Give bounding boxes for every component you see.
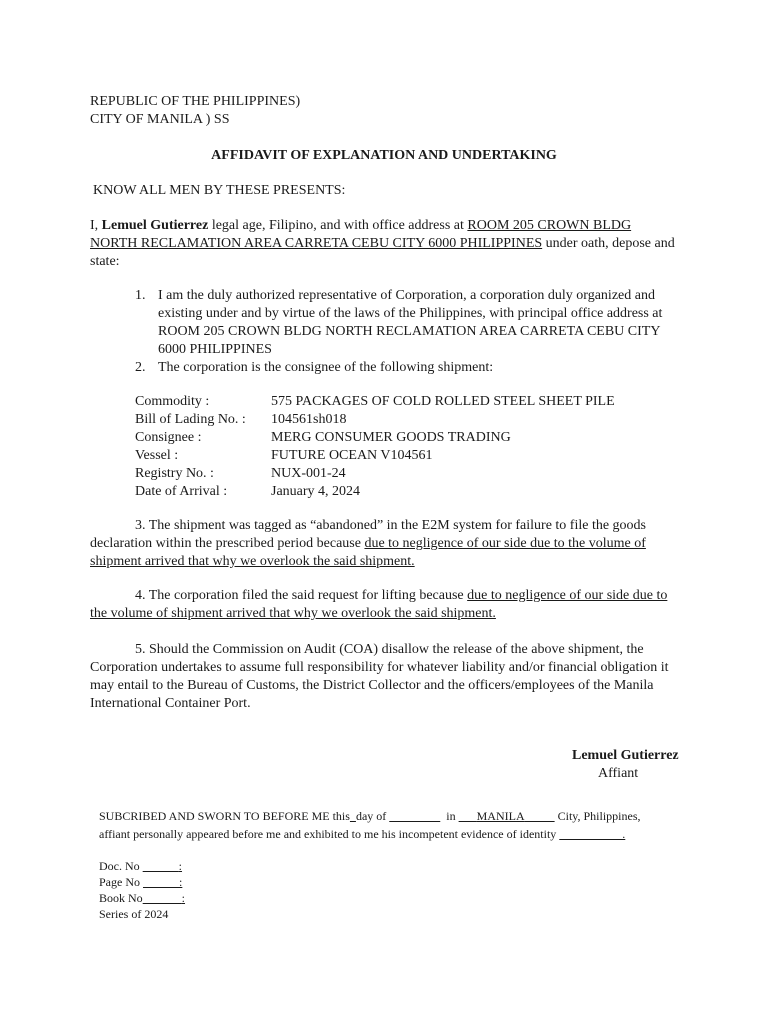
signature-name: Lemuel Gutierrez — [572, 748, 679, 763]
list-item-text: The corporation is the consignee of the following shipment: — [158, 360, 494, 375]
header-republic: REPUBLIC OF THE PHILIPPINES) — [90, 94, 301, 109]
table-row: Vessel : FUTURE OCEAN V104561 — [135, 448, 433, 463]
doc-no: Doc. No : — [99, 859, 183, 873]
affiant-name: Lemuel Gutierrez — [101, 218, 209, 233]
jurat-line-2: affiant personally appeared before me and exhibited to me his incompetent evidence of identity . — [99, 827, 626, 841]
numbered-list — [135, 287, 675, 377]
table-row: Consignee : MERG CONSUMER GOODS TRADING — [135, 430, 511, 445]
table-row: Date of Arrival : January 4, 2024 — [135, 484, 361, 499]
intro-line-3: state: — [90, 254, 120, 269]
table-row: Commodity : 575 PACKAGES OF COLD ROLLED STEEL SHEET PILE — [135, 394, 615, 409]
jurat-city: MANILA — [476, 809, 525, 823]
paragraph-3: 3. The shipment was tagged as “abandoned” in the E2M system for failure to file the goods declaration within the prescribed period because due to negligence of our side due to the volume of shipment arrived that why we overlook the said shipment. — [90, 518, 646, 569]
list-item-text: I am the duly authorized representative of Corporation, a corporation duly organized and existing under and by virtue of the laws of the Philippines, with principal office address at ROOM 205 CROWN BLDG NORTH RECLAMATION AREA CARRETA CEBU CITY 6000 PHILIPPINES — [158, 288, 663, 357]
intro-line-2: NORTH RECLAMATION AREA CARRETA CEBU CITY 6000 PHILIPPINES under oath, depose and — [90, 236, 675, 251]
paragraph-5: 5. Should the Commission on Audit (COA) disallow the release of the above shipment, the Corporation undertakes to assume full responsibility for whatever liability and/or financial obligation it may entail to the Bureau of Customs, the District Collector and the officers/employees of the Manila International Container Port. — [90, 642, 669, 711]
page-no: Page No : — [99, 875, 183, 889]
office-address: ROOM 205 CROWN BLDG — [467, 218, 632, 233]
header-city: CITY OF MANILA ) SS — [90, 112, 230, 127]
shipment-details — [135, 393, 615, 501]
signature-role: Affiant — [598, 766, 639, 781]
greeting: KNOW ALL MEN BY THESE PRESENTS: — [93, 183, 346, 198]
book-no: Book No : — [99, 891, 186, 905]
jurat-line-1: SUBCRIBED AND SWORN TO BEFORE ME this day of in MANILA City, Philippines, — [99, 809, 641, 823]
office-address-cont: NORTH RECLAMATION AREA CARRETA CEBU CITY 6000 PHILIPPINES — [90, 236, 543, 251]
table-row: Registry No. : NUX-001-24 — [135, 466, 346, 481]
paragraph-4: 4. The corporation filed the said request for lifting because due to negligence of our side due to the volume of shipment arrived that why we overlook the said shipment. — [90, 588, 668, 621]
series: Series of 2024 — [99, 907, 169, 921]
table-row: Bill of Lading No. : 104561sh018 — [135, 412, 347, 427]
intro-line-1: I, Lemuel Gutierrez legal age, Filipino, and with office address at ROOM 205 CROWN BLDG — [90, 218, 632, 233]
list-item: 2. The corporation is the consignee of the following shipment: — [135, 360, 494, 375]
document-title: AFFIDAVIT OF EXPLANATION AND UNDERTAKING — [211, 148, 557, 163]
list-item: 1. I am the duly authorized representative of Corporation, a corporation duly organized and existing under and by virtue of the laws of the Philippines, with principal office address at ROOM 205 CROWN BLDG NORTH RECLAMATION AREA CARRETA CEBU CITY 6000 PHILIPPINES — [135, 288, 663, 357]
